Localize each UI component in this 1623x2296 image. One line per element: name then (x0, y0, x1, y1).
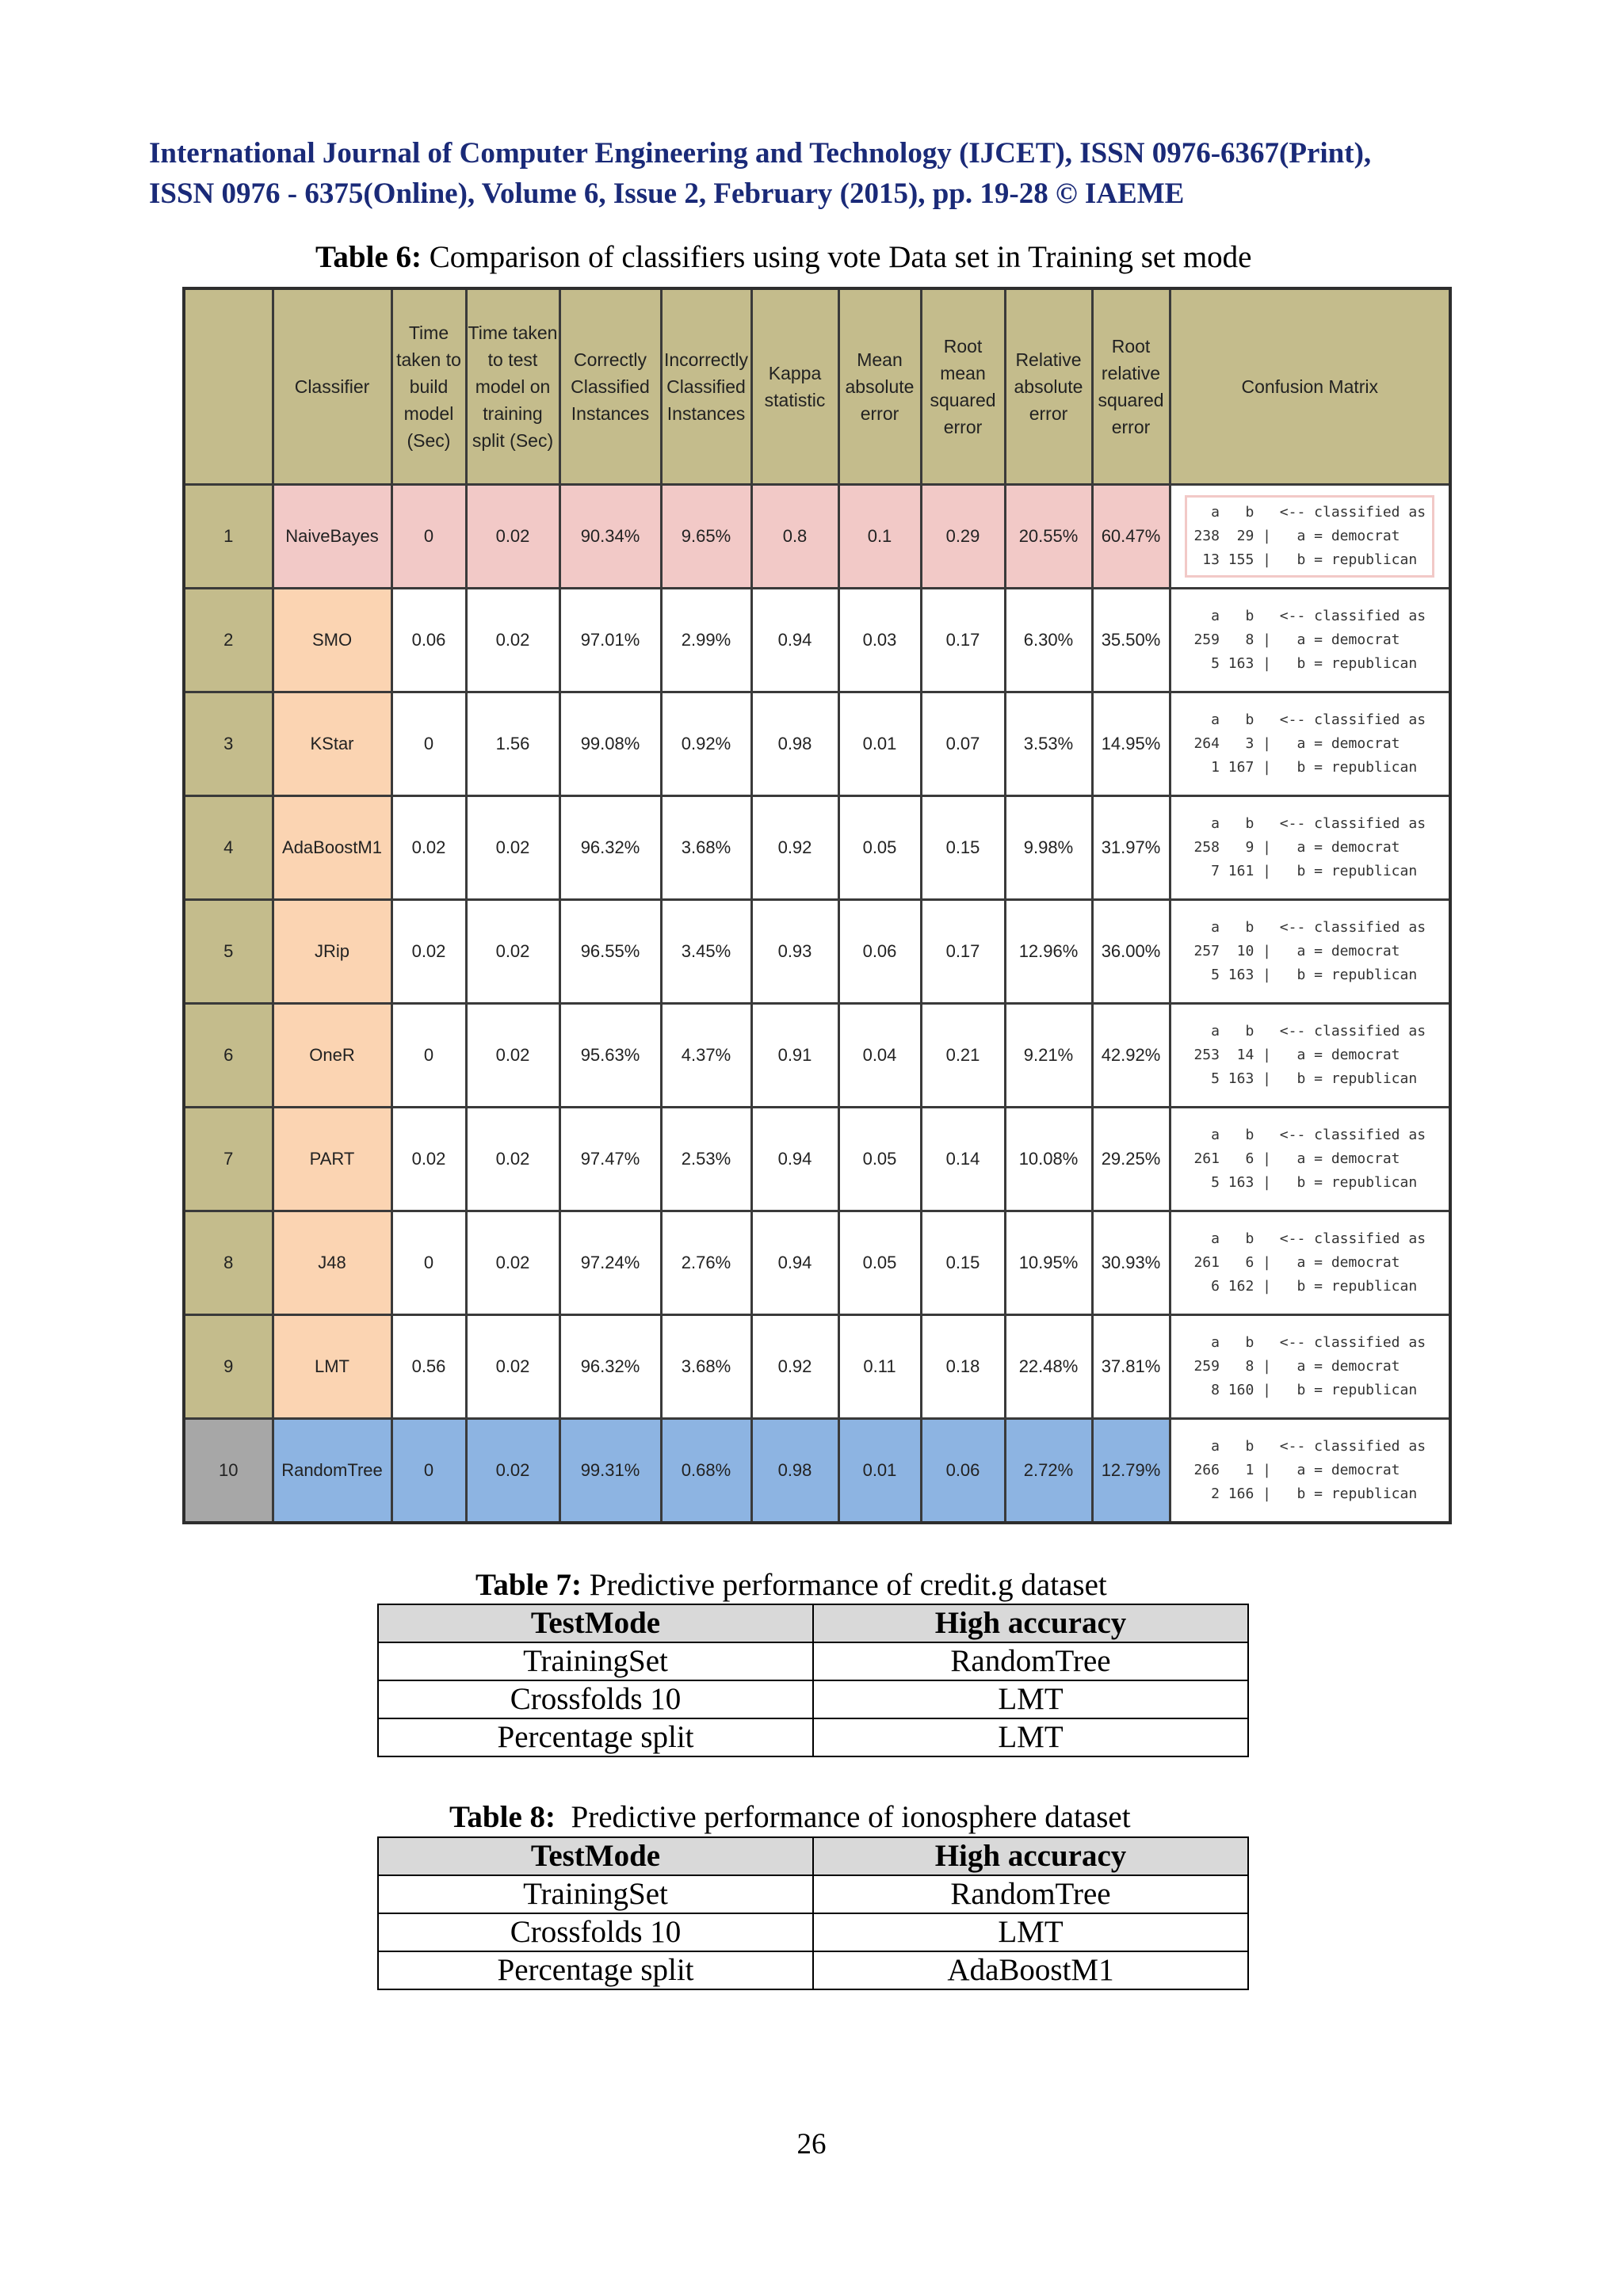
col-header-index (184, 288, 273, 485)
classifier-name: JRip (273, 900, 391, 1004)
metric-incorrect: 2.76% (661, 1211, 751, 1315)
table8-header-accuracy: High accuracy (813, 1837, 1248, 1875)
metric-build: 0.06 (391, 589, 466, 692)
table-row (184, 900, 1450, 1004)
col-header-incorrect: Incorrectly Classified Instances (661, 288, 751, 485)
metric-incorrect: 3.45% (661, 900, 751, 1004)
table8-cell: TrainingSet (378, 1875, 813, 1913)
metric-rmse: 0.07 (921, 692, 1005, 796)
table7-cell: LMT (813, 1718, 1248, 1756)
table-row (184, 1419, 1450, 1523)
table8-header-testmode: TestMode (378, 1837, 813, 1875)
confusion-matrix (1170, 485, 1450, 589)
metric-incorrect: 0.92% (661, 692, 751, 796)
metric-mae: 0.06 (838, 900, 921, 1004)
metric-test: 0.02 (466, 1004, 559, 1108)
metric-rrse: 29.25% (1092, 1108, 1170, 1211)
metric-mae: 0.01 (838, 1419, 921, 1523)
classifier-name: LMT (273, 1315, 391, 1419)
metric-test: 0.02 (466, 900, 559, 1004)
classifier-name: KStar (273, 692, 391, 796)
col-header-kappa: Kappa statistic (751, 288, 838, 485)
metric-rrse: 36.00% (1092, 900, 1170, 1004)
row-index: 4 (184, 796, 273, 900)
metric-build: 0 (391, 692, 466, 796)
metric-build: 0 (391, 1004, 466, 1108)
table-row (184, 1211, 1450, 1315)
metric-rrse: 42.92% (1092, 1004, 1170, 1108)
confusion-matrix-text: a b <-- classified as 259 8 | a = democrat 8 160 | b = republican (1193, 1334, 1426, 1398)
classifier-name: SMO (273, 589, 391, 692)
metric-rrse: 60.47% (1092, 485, 1170, 589)
table8-cell: Crossfolds 10 (378, 1913, 813, 1951)
confusion-matrix-text: a b <-- classified as 238 29 | a = democrat 13 155 | b = republican (1185, 495, 1434, 578)
metric-rmse: 0.15 (921, 796, 1005, 900)
table-row (378, 1680, 1248, 1718)
table8 (377, 1836, 1249, 1990)
metric-rrse: 31.97% (1092, 796, 1170, 900)
confusion-matrix (1170, 1108, 1450, 1211)
metric-rae: 12.96% (1005, 900, 1092, 1004)
confusion-matrix (1170, 1419, 1450, 1523)
table-row (184, 692, 1450, 796)
metric-incorrect: 2.99% (661, 589, 751, 692)
table-row (378, 1951, 1248, 1989)
metric-correct: 96.32% (559, 796, 661, 900)
metric-build: 0.56 (391, 1315, 466, 1419)
metric-kappa: 0.94 (751, 1211, 838, 1315)
metric-test: 0.02 (466, 796, 559, 900)
metric-kappa: 0.94 (751, 1108, 838, 1211)
confusion-matrix-text: a b <-- classified as 257 10 | a = democrat 5 163 | b = republican (1193, 919, 1426, 983)
metric-correct: 97.47% (559, 1108, 661, 1211)
metric-build: 0.02 (391, 796, 466, 900)
metric-rrse: 35.50% (1092, 589, 1170, 692)
metric-kappa: 0.92 (751, 796, 838, 900)
metric-incorrect: 2.53% (661, 1108, 751, 1211)
table7-header-row (378, 1604, 1248, 1642)
row-index: 5 (184, 900, 273, 1004)
metric-test: 1.56 (466, 692, 559, 796)
table8-header-row (378, 1837, 1248, 1875)
metric-kappa: 0.92 (751, 1315, 838, 1419)
row-index: 2 (184, 589, 273, 692)
table8-label: Table 8: (449, 1800, 556, 1834)
metric-build: 0.02 (391, 1108, 466, 1211)
metric-mae: 0.05 (838, 1211, 921, 1315)
metric-correct: 97.24% (559, 1211, 661, 1315)
metric-correct: 96.32% (559, 1315, 661, 1419)
table6-label: Table 6: (315, 240, 422, 274)
table7-cell: RandomTree (813, 1642, 1248, 1680)
table7-cell: TrainingSet (378, 1642, 813, 1680)
table-row (378, 1913, 1248, 1951)
metric-mae: 0.01 (838, 692, 921, 796)
metric-rae: 6.30% (1005, 589, 1092, 692)
col-header-build-time: Time taken to build model (Sec) (391, 288, 466, 485)
metric-kappa: 0.8 (751, 485, 838, 589)
metric-correct: 99.08% (559, 692, 661, 796)
table7-cell: LMT (813, 1680, 1248, 1718)
table-row (184, 1004, 1450, 1108)
row-index: 3 (184, 692, 273, 796)
row-index: 1 (184, 485, 273, 589)
metric-test: 0.02 (466, 1211, 559, 1315)
metric-build: 0 (391, 485, 466, 589)
classifier-name: NaiveBayes (273, 485, 391, 589)
metric-test: 0.02 (466, 485, 559, 589)
col-header-rae: Relative absolute error (1005, 288, 1092, 485)
metric-test: 0.02 (466, 589, 559, 692)
confusion-matrix-text: a b <-- classified as 258 9 | a = democrat 7 161 | b = republican (1193, 815, 1426, 879)
metric-rae: 3.53% (1005, 692, 1092, 796)
confusion-matrix-text: a b <-- classified as 253 14 | a = democrat 5 163 | b = republican (1193, 1023, 1426, 1087)
table8-caption-text: Predictive performance of ionosphere dataset (556, 1800, 1131, 1834)
table8-cell: Percentage split (378, 1951, 813, 1989)
metric-test: 0.02 (466, 1315, 559, 1419)
metric-build: 0.02 (391, 900, 466, 1004)
confusion-matrix (1170, 1211, 1450, 1315)
table7-caption-text: Predictive performance of credit.g dataset (582, 1568, 1107, 1602)
confusion-matrix-text: a b <-- classified as 264 3 | a = democrat 1 167 | b = republican (1193, 711, 1426, 776)
classifier-name: J48 (273, 1211, 391, 1315)
metric-rmse: 0.18 (921, 1315, 1005, 1419)
classifier-name: RandomTree (273, 1419, 391, 1523)
metric-mae: 0.03 (838, 589, 921, 692)
confusion-matrix (1170, 692, 1450, 796)
metric-test: 0.02 (466, 1108, 559, 1211)
col-header-confusion-matrix: Confusion Matrix (1170, 288, 1450, 485)
table-row (184, 1315, 1450, 1419)
classifier-comparison-table (182, 287, 1452, 1524)
journal-header (149, 133, 1512, 214)
confusion-matrix (1170, 589, 1450, 692)
classifier-name: AdaBoostM1 (273, 796, 391, 900)
metric-correct: 99.31% (559, 1419, 661, 1523)
table8-cell: LMT (813, 1913, 1248, 1951)
confusion-matrix (1170, 900, 1450, 1004)
metric-rae: 2.72% (1005, 1419, 1092, 1523)
table7-header-testmode: TestMode (378, 1604, 813, 1642)
confusion-matrix (1170, 796, 1450, 900)
metric-rae: 10.95% (1005, 1211, 1092, 1315)
metric-mae: 0.04 (838, 1004, 921, 1108)
metric-incorrect: 4.37% (661, 1004, 751, 1108)
confusion-matrix-text: a b <-- classified as 261 6 | a = democrat 6 162 | b = republican (1193, 1230, 1426, 1295)
table7 (377, 1604, 1249, 1757)
metric-mae: 0.05 (838, 1108, 921, 1211)
metric-build: 0 (391, 1211, 466, 1315)
confusion-matrix-text: a b <-- classified as 259 8 | a = democrat 5 163 | b = republican (1193, 608, 1426, 672)
table7-label: Table 7: (475, 1568, 582, 1602)
table-row (184, 589, 1450, 692)
metric-incorrect: 0.68% (661, 1419, 751, 1523)
metric-rmse: 0.21 (921, 1004, 1005, 1108)
row-index: 9 (184, 1315, 273, 1419)
table-row (378, 1718, 1248, 1756)
table7-cell: Percentage split (378, 1718, 813, 1756)
metric-build: 0 (391, 1419, 466, 1523)
metric-mae: 0.05 (838, 796, 921, 900)
row-index: 7 (184, 1108, 273, 1211)
metric-rmse: 0.06 (921, 1419, 1005, 1523)
table-row (184, 796, 1450, 900)
metric-mae: 0.11 (838, 1315, 921, 1419)
metric-rae: 20.55% (1005, 485, 1092, 589)
col-header-mae: Mean absolute error (838, 288, 921, 485)
metric-rae: 9.98% (1005, 796, 1092, 900)
metric-rrse: 37.81% (1092, 1315, 1170, 1419)
page-number: 26 (796, 2128, 827, 2161)
metric-incorrect: 3.68% (661, 1315, 751, 1419)
metric-kappa: 0.98 (751, 692, 838, 796)
metric-rmse: 0.15 (921, 1211, 1005, 1315)
metric-incorrect: 3.68% (661, 796, 751, 900)
metric-correct: 90.34% (559, 485, 661, 589)
col-header-correct: Correctly Classified Instances (559, 288, 661, 485)
metric-correct: 97.01% (559, 589, 661, 692)
metric-rrse: 12.79% (1092, 1419, 1170, 1523)
metric-kappa: 0.94 (751, 589, 838, 692)
row-index: 8 (184, 1211, 273, 1315)
metric-rae: 22.48% (1005, 1315, 1092, 1419)
metric-rmse: 0.17 (921, 589, 1005, 692)
table6-header-row (184, 288, 1450, 485)
table-row (378, 1642, 1248, 1680)
journal-header-line2: ISSN 0976 - 6375(Online), Volume 6, Issue 2, February (2015), pp. 19-28 © IAEME (149, 177, 1185, 210)
metric-mae: 0.1 (838, 485, 921, 589)
metric-test: 0.02 (466, 1419, 559, 1523)
table7-cell: Crossfolds 10 (378, 1680, 813, 1718)
col-header-rrse: Root relative squared error (1092, 288, 1170, 485)
table7-header-accuracy: High accuracy (813, 1604, 1248, 1642)
metric-rrse: 30.93% (1092, 1211, 1170, 1315)
confusion-matrix (1170, 1315, 1450, 1419)
classifier-name: PART (273, 1108, 391, 1211)
metric-rae: 10.08% (1005, 1108, 1092, 1211)
confusion-matrix (1170, 1004, 1450, 1108)
metric-correct: 96.55% (559, 900, 661, 1004)
table6-caption-text: Comparison of classifiers using vote Data set in Training set mode (422, 240, 1252, 274)
table8-caption (449, 1799, 1131, 1835)
table8-cell: RandomTree (813, 1875, 1248, 1913)
metric-correct: 95.63% (559, 1004, 661, 1108)
table7-caption (475, 1567, 1107, 1603)
metric-kappa: 0.93 (751, 900, 838, 1004)
confusion-matrix-text: a b <-- classified as 261 6 | a = democrat 5 163 | b = republican (1193, 1127, 1426, 1191)
metric-kappa: 0.91 (751, 1004, 838, 1108)
row-index: 6 (184, 1004, 273, 1108)
table-row (184, 1108, 1450, 1211)
metric-kappa: 0.98 (751, 1419, 838, 1523)
col-header-classifier: Classifier (273, 288, 391, 485)
metric-rmse: 0.17 (921, 900, 1005, 1004)
table6-caption (315, 239, 1251, 275)
col-header-test-time: Time taken to test model on training split (Sec) (466, 288, 559, 485)
col-header-rmse: Root mean squared error (921, 288, 1005, 485)
table8-cell: AdaBoostM1 (813, 1951, 1248, 1989)
row-index: 10 (184, 1419, 273, 1523)
table-row (184, 485, 1450, 589)
metric-incorrect: 9.65% (661, 485, 751, 589)
metric-rmse: 0.29 (921, 485, 1005, 589)
table-row (378, 1875, 1248, 1913)
metric-rae: 9.21% (1005, 1004, 1092, 1108)
classifier-name: OneR (273, 1004, 391, 1108)
confusion-matrix-text: a b <-- classified as 266 1 | a = democrat 2 166 | b = republican (1187, 1432, 1432, 1509)
metric-rrse: 14.95% (1092, 692, 1170, 796)
metric-rmse: 0.14 (921, 1108, 1005, 1211)
journal-header-line1: International Journal of Computer Engineering and Technology (IJCET), ISSN 0976-6367(Print), (149, 137, 1372, 170)
